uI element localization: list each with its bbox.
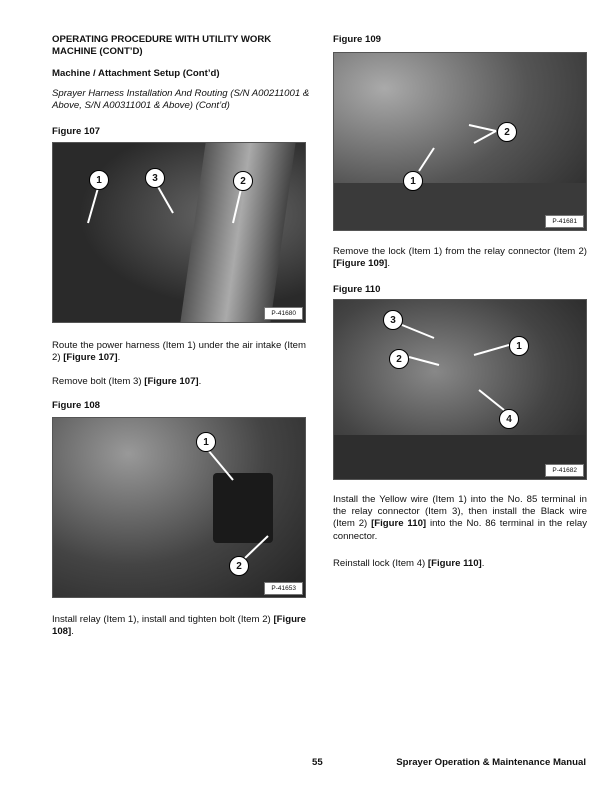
procedure-title: Sprayer Harness Installation And Routing (S/N A00211001 & Above, S/N A00311001 & Above) (Cont’d) xyxy=(52,88,310,112)
page-number: 55 xyxy=(312,757,323,768)
section-title: OPERATING PROCEDURE WITH UTILITY WORK MACHINE (CONT’D) xyxy=(52,34,272,58)
paragraph: Reinstall lock (Item 4) [Figure 110]. xyxy=(333,558,485,569)
paragraph: Remove bolt (Item 3) [Figure 107]. xyxy=(52,376,202,387)
figure-109 xyxy=(333,52,587,231)
callout-4: 4 xyxy=(499,409,519,429)
callout-3: 3 xyxy=(383,310,403,330)
callout-2: 2 xyxy=(497,122,517,142)
paragraph: Route the power harness (Item 1) under the air intake (Item 2) [Figure 107]. xyxy=(52,340,306,364)
subsection-title: Machine / Attachment Setup (Cont’d) xyxy=(52,68,220,79)
paragraph: Install the Yellow wire (Item 1) into the No. 85 terminal in the relay connector (Item 3), then install the Black wire (Item 2) [Figure 110] into the No. 86 terminal in the relay connector. xyxy=(333,494,587,542)
callout-2: 2 xyxy=(389,349,409,369)
paragraph: Remove the lock (Item 1) from the relay connector (Item 2) [Figure 109]. xyxy=(333,246,587,270)
figure-108 xyxy=(52,417,306,598)
callout-1: 1 xyxy=(403,171,423,191)
figure-110 xyxy=(333,299,587,480)
callout-1: 1 xyxy=(509,336,529,356)
manual-title: Sprayer Operation & Maintenance Manual xyxy=(396,757,586,768)
figure-107-caption: Figure 107 xyxy=(52,126,100,137)
callout-1: 1 xyxy=(196,432,216,452)
callout-1: 1 xyxy=(89,170,109,190)
callout-3: 3 xyxy=(145,168,165,188)
callout-arrows xyxy=(53,143,305,322)
callout-arrows xyxy=(334,53,586,230)
paragraph: Install relay (Item 1), install and tighten bolt (Item 2) [Figure 108]. xyxy=(52,614,306,638)
photo-id: P-41682 xyxy=(545,464,584,477)
figure-110-caption: Figure 110 xyxy=(333,284,381,295)
callout-2: 2 xyxy=(233,171,253,191)
photo-id: P-41681 xyxy=(545,215,584,228)
figure-107 xyxy=(52,142,306,323)
figure-108-caption: Figure 108 xyxy=(52,400,100,411)
photo-id: P-41680 xyxy=(264,307,303,320)
figure-109-caption: Figure 109 xyxy=(333,34,381,45)
callout-arrows xyxy=(53,418,305,597)
photo-id: P-41653 xyxy=(264,582,303,595)
callout-2: 2 xyxy=(229,556,249,576)
callout-arrows xyxy=(334,300,586,479)
